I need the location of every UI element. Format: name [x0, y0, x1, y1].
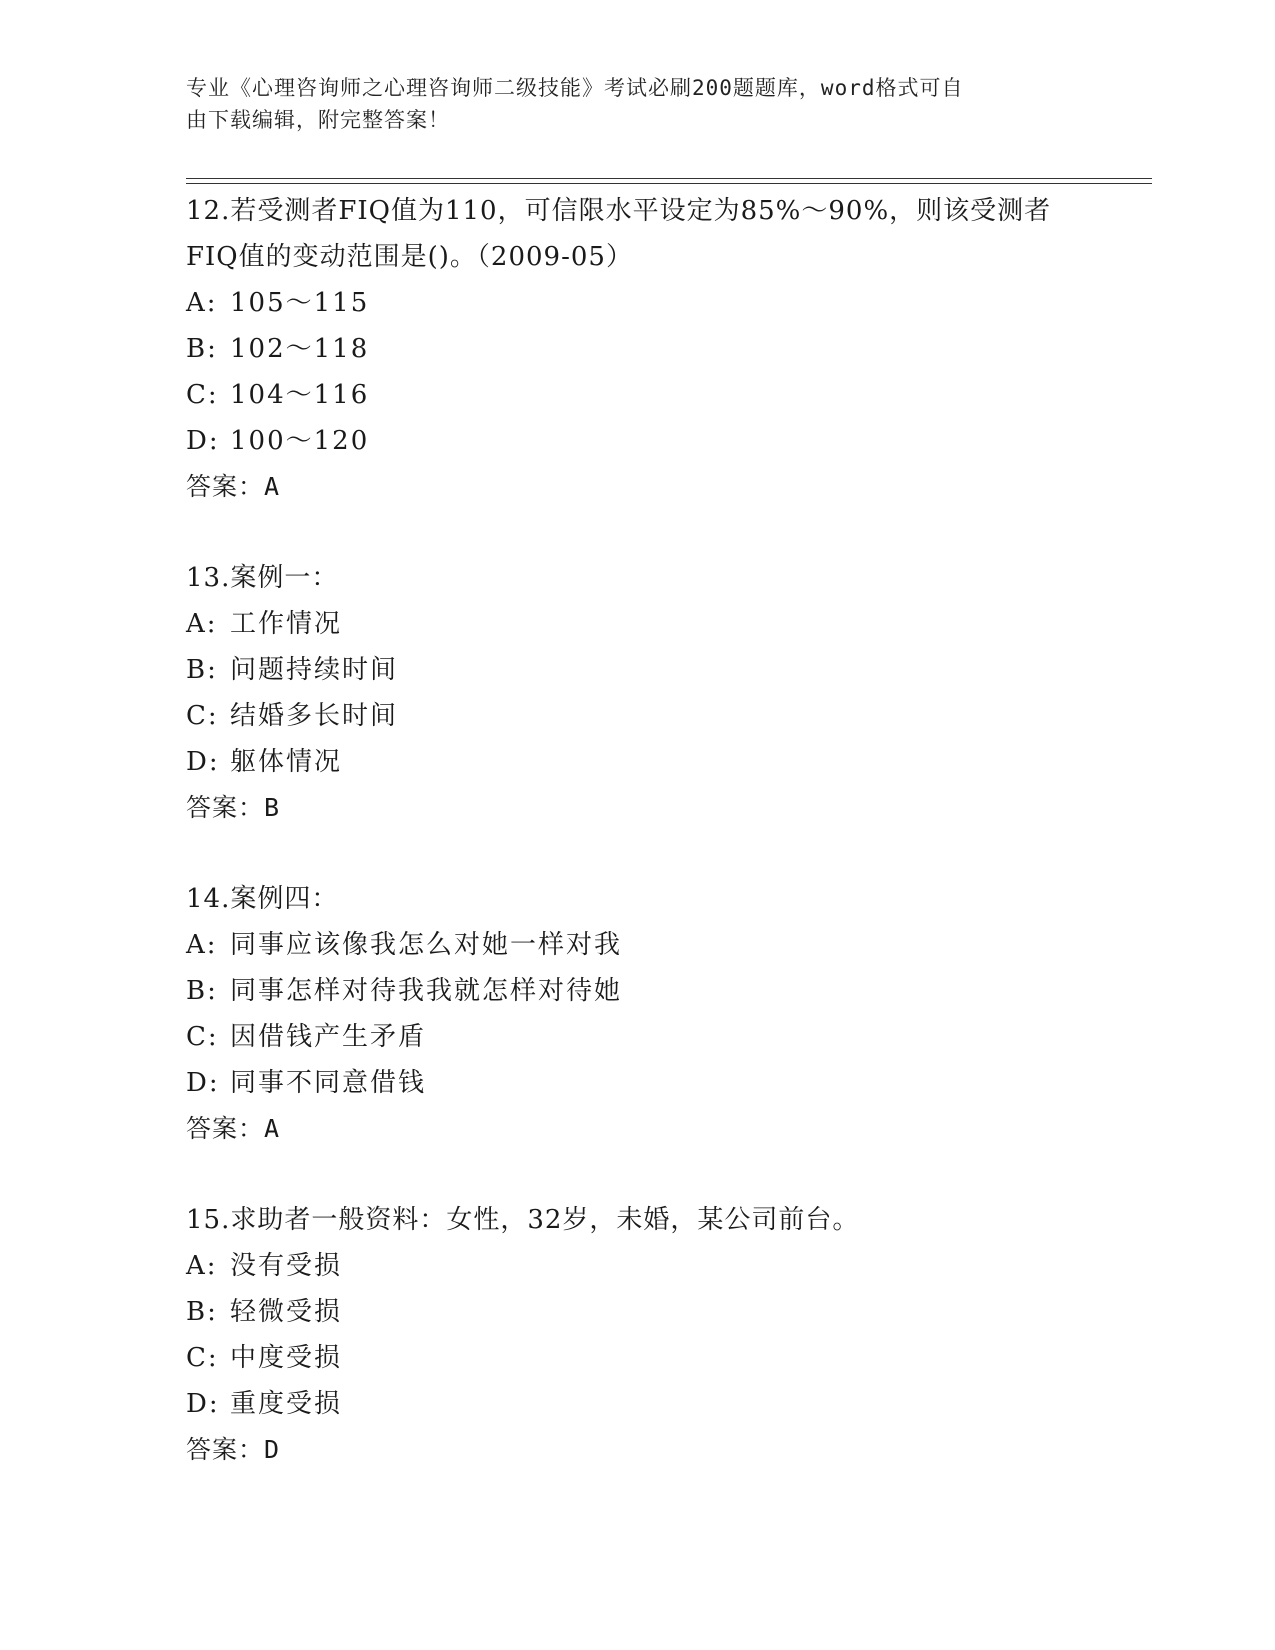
question-stem: 12.若受测者FIQ值为110，可信限水平设定为85%～90%，则该受测者 — [186, 196, 1052, 226]
question-spacer — [186, 831, 1086, 876]
option-letter: B: — [186, 976, 218, 1006]
option-letter: A: — [186, 288, 218, 318]
option-text: 100～120 — [230, 426, 370, 456]
option-d — [186, 739, 1086, 785]
question-stem: 15.求助者一般资料：女性，32岁，未婚，某公司前台。 — [186, 1205, 860, 1235]
option-d — [186, 418, 1086, 464]
question-12 — [186, 188, 1086, 510]
answer-line: 答案：B — [186, 793, 281, 822]
question-spacer — [186, 1152, 1086, 1197]
header-divider-bottom — [186, 183, 1152, 184]
option-text: 躯体情况 — [230, 747, 343, 777]
option-b — [186, 647, 1086, 693]
header-line-2: 由下载编辑，附完整答案！ — [186, 108, 450, 132]
option-text: 轻微受损 — [230, 1297, 343, 1327]
option-a — [186, 280, 1086, 326]
option-letter: B: — [186, 1297, 218, 1327]
option-a — [186, 601, 1086, 647]
option-a — [186, 1243, 1086, 1289]
question-list — [186, 188, 1086, 1473]
option-c — [186, 372, 1086, 418]
option-text: 同事应该像我怎么对她一样对我 — [230, 930, 623, 960]
option-letter: A: — [186, 930, 218, 960]
option-text: 重度受损 — [230, 1389, 343, 1419]
option-text: 因借钱产生矛盾 — [230, 1022, 427, 1052]
option-text: 同事不同意借钱 — [230, 1068, 427, 1098]
option-b — [186, 1289, 1086, 1335]
option-letter: B: — [186, 655, 218, 685]
question-15 — [186, 1197, 1086, 1473]
header-line-1: 专业《心理咨询师之心理咨询师二级技能》考试必刷200题题库，word格式可自 — [186, 76, 964, 100]
option-letter: C: — [186, 1343, 219, 1373]
option-a — [186, 922, 1086, 968]
option-letter: D: — [186, 426, 220, 456]
option-letter: D: — [186, 747, 220, 777]
option-text: 中度受损 — [230, 1343, 343, 1373]
option-text: 问题持续时间 — [230, 655, 399, 685]
option-d — [186, 1381, 1086, 1427]
option-text: 104～116 — [230, 380, 370, 410]
question-stem: 13.案例一： — [186, 563, 339, 593]
option-d — [186, 1060, 1086, 1106]
option-text: 工作情况 — [230, 609, 343, 639]
option-text: 没有受损 — [230, 1251, 343, 1281]
answer-line: 答案：D — [186, 1435, 281, 1464]
document-header — [186, 72, 1066, 136]
question-spacer — [186, 510, 1086, 555]
option-letter: D: — [186, 1389, 220, 1419]
answer-line: 答案：A — [186, 1114, 281, 1143]
option-c — [186, 1335, 1086, 1381]
option-b — [186, 326, 1086, 372]
option-text: 102～118 — [230, 334, 370, 364]
question-13 — [186, 555, 1086, 831]
option-text: 105～115 — [230, 288, 370, 318]
option-b — [186, 968, 1086, 1014]
option-letter: C: — [186, 380, 219, 410]
option-letter: A: — [186, 1251, 218, 1281]
option-letter: C: — [186, 701, 219, 731]
answer-line: 答案：A — [186, 472, 281, 501]
option-letter: B: — [186, 334, 218, 364]
option-text: 同事怎样对待我我就怎样对待她 — [230, 976, 623, 1006]
question-14 — [186, 876, 1086, 1152]
question-stem-continued: FIQ值的变动范围是()。（2009-05） — [186, 242, 633, 272]
question-stem: 14.案例四： — [186, 884, 339, 914]
option-letter: D: — [186, 1068, 220, 1098]
option-letter: C: — [186, 1022, 219, 1052]
option-c — [186, 693, 1086, 739]
option-letter: A: — [186, 609, 218, 639]
option-c — [186, 1014, 1086, 1060]
option-text: 结婚多长时间 — [230, 701, 399, 731]
header-divider-top — [186, 178, 1152, 179]
